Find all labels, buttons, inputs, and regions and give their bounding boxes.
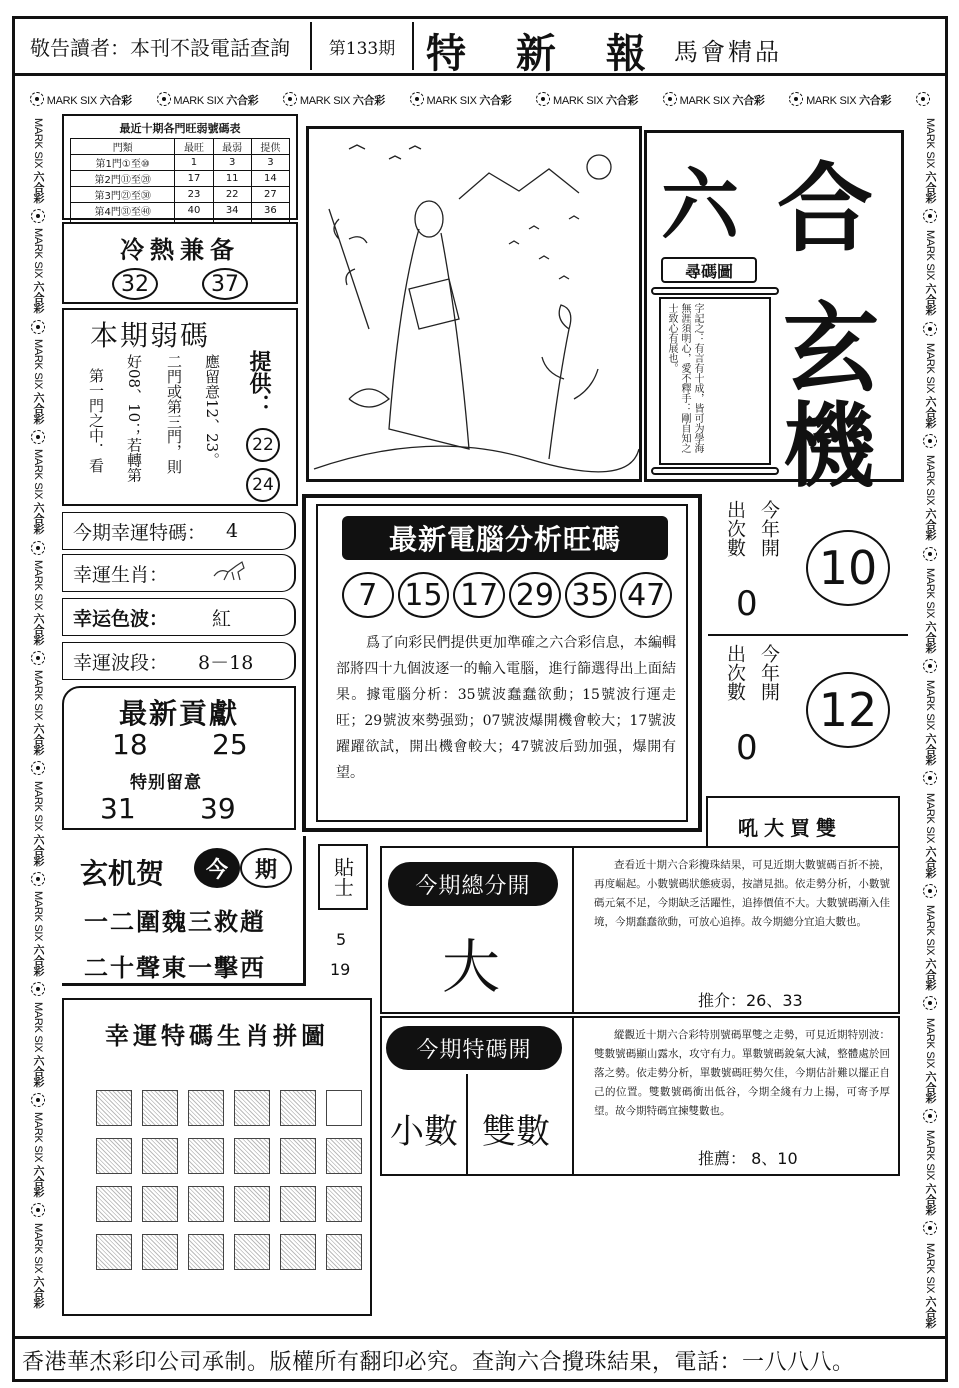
table-header-cell: 最弱 <box>213 139 251 155</box>
puzzle-piece <box>96 1186 132 1222</box>
special-section <box>380 1016 900 1176</box>
puzzle-piece <box>96 1234 132 1270</box>
flower-icon <box>923 884 937 898</box>
puzzle-piece <box>234 1234 270 1270</box>
not-open-box-2 <box>708 638 908 788</box>
scroll-text: 字記之：有言有十成，皆可为學海無涯須明心，愛不釋手：剛自知之士致心有展也。 <box>666 303 703 453</box>
side-unit: MARK SIX 六合彩 <box>32 1222 44 1308</box>
table-cell: 第2門⑪至⑳ <box>71 171 175 187</box>
side-unit: MARK SIX 六合彩 <box>30 339 46 444</box>
not-open-count: 0 <box>736 584 758 624</box>
puzzle-piece <box>142 1186 178 1222</box>
ribbon-unit: MARK SIX 六合彩 <box>283 89 385 108</box>
table-row <box>71 155 290 171</box>
xuanji-line-2: 二十聲東一擊西 <box>84 953 266 982</box>
flower-icon <box>410 92 424 106</box>
total-title-bar <box>388 862 558 906</box>
scholar-drawing-icon <box>309 129 639 479</box>
weak-code-line: 二門或第三門，則 <box>165 354 183 474</box>
table-cell: 第1門①至⑩ <box>71 155 175 171</box>
side-unit: MARK SIX 六合彩 <box>30 560 46 665</box>
side-unit: MARK SIX 六合彩 <box>922 1130 938 1235</box>
table-cell: 22 <box>213 187 251 203</box>
flower-icon <box>923 322 937 336</box>
scroll-rod-bottom <box>651 467 779 475</box>
xuanji-line-1: 一二圍魏三救趙 <box>84 907 266 936</box>
lucky-zodiac-label: 幸運生肖： <box>73 563 169 586</box>
xuanji-title: 玄机贺 <box>80 857 165 890</box>
puzzle-piece <box>188 1090 224 1126</box>
issue-number: 第133期 <box>328 38 396 59</box>
tip-number-2: 19 <box>330 960 351 979</box>
big-double-header-text: 吼大買雙 <box>738 816 842 840</box>
weak-code-number-2: 24 <box>246 468 280 502</box>
lucky-special-row <box>62 512 296 550</box>
big-double-header <box>706 796 900 848</box>
puzzle-piece <box>326 1138 362 1174</box>
side-unit: MARK SIX 六合彩 <box>30 781 46 886</box>
flower-icon <box>31 209 45 223</box>
table-cell: 34 <box>213 203 251 219</box>
table-cell: 3 <box>213 155 251 171</box>
not-open-label-a: 今年開 <box>758 644 780 701</box>
computer-number: 15 <box>398 572 450 618</box>
scroll-paper <box>659 297 771 465</box>
weak-code-box <box>62 308 298 506</box>
footer-bar <box>14 1336 946 1380</box>
xuanji-today-char: 今 <box>205 856 228 883</box>
flower-icon <box>923 209 937 223</box>
flower-icon <box>31 982 45 996</box>
lucky-zodiac-row <box>62 554 296 592</box>
flower-icon <box>31 651 45 665</box>
flower-icon <box>923 1221 937 1235</box>
puzzle-piece <box>280 1234 316 1270</box>
right-ribbon <box>916 118 944 1328</box>
tip-box <box>318 844 368 984</box>
liuhe-char-2: 合 <box>777 152 873 265</box>
table-cell: 17 <box>175 171 213 187</box>
lucky-range-row <box>62 642 296 680</box>
flower-icon <box>31 1093 45 1107</box>
side-unit: MARK SIX 六合彩 <box>922 905 938 1010</box>
table-cell: 23 <box>175 187 213 203</box>
table-cell: 14 <box>251 171 289 187</box>
special-title-bar <box>386 1026 562 1070</box>
puzzle-piece <box>188 1138 224 1174</box>
special-title: 今期特碼開 <box>416 1037 532 1063</box>
side-unit: MARK SIX 六合彩 <box>922 793 938 898</box>
puzzle-piece <box>188 1186 224 1222</box>
flower-icon <box>31 320 45 334</box>
side-unit: MARK SIX 六合彩 <box>30 891 46 996</box>
computer-analysis-title-bar <box>342 516 668 560</box>
side-unit: MARK SIX 六合彩 <box>922 343 938 448</box>
puzzle-box <box>62 998 372 1316</box>
special-recommend: 推薦： 8、10 <box>698 1149 798 1168</box>
side-unit: MARK SIX 六合彩 <box>30 118 46 223</box>
special-double: 雙數 <box>482 1112 550 1152</box>
puzzle-piece <box>188 1234 224 1270</box>
cold-hot-box <box>62 222 298 304</box>
top-ribbon <box>30 86 930 110</box>
liuhe-xuanji-box <box>644 130 904 500</box>
lucky-color-value: 紅 <box>212 607 232 630</box>
liuhe-char-4: 機 <box>783 392 876 500</box>
table-row <box>71 187 290 203</box>
ribbon-unit: MARK SIX 六合彩 <box>536 89 638 108</box>
computer-number: 47 <box>620 572 672 618</box>
total-recommend: 推介：26、33 <box>698 991 803 1010</box>
computer-number: 29 <box>509 572 561 618</box>
flower-icon <box>916 92 930 106</box>
contribution-number-2: 25 <box>212 728 248 761</box>
hot-cold-table-title: 最近十期各門旺弱號碼表 <box>119 122 241 135</box>
table-header-row <box>71 139 290 155</box>
not-open-box-1 <box>708 494 908 636</box>
tip-number-1: 5 <box>336 930 347 949</box>
total-text-box <box>572 848 900 1014</box>
puzzle-piece <box>96 1138 132 1174</box>
puzzle-piece <box>326 1234 362 1270</box>
computer-numbers <box>342 572 672 618</box>
flower-icon <box>536 92 550 106</box>
lucky-color-label: 幸运色波： <box>73 607 169 630</box>
special-attention-title: 特别留意 <box>130 773 202 793</box>
weak-code-provide-label: 提供： <box>246 350 272 416</box>
puzzle-piece <box>234 1186 270 1222</box>
tip-label-box <box>318 844 368 910</box>
puzzle-piece <box>234 1090 270 1126</box>
total-section <box>380 846 900 1014</box>
hot-cold-table <box>70 138 290 235</box>
side-unit: MARK SIX 六合彩 <box>30 670 46 775</box>
flower-icon <box>663 92 677 106</box>
side-unit: MARK SIX 六合彩 <box>922 1018 938 1123</box>
puzzle-piece <box>280 1186 316 1222</box>
side-unit: MARK SIX 六合彩 <box>30 228 46 333</box>
header-notice: 敬告讀者：本刊不設電話查詢 <box>30 36 290 60</box>
ribbon-unit: MARK SIX 六合彩 <box>789 89 891 108</box>
not-open-label-b: 出次數 <box>724 644 746 701</box>
side-unit: MARK SIX 六合彩 <box>30 1112 46 1217</box>
lucky-color-row <box>62 598 296 636</box>
ribbon-unit: MARK SIX 六合彩 <box>30 89 132 108</box>
side-unit: MARK SIX 六合彩 <box>922 568 938 673</box>
special-small: 小數 <box>390 1112 458 1152</box>
contribution-title: 最新貢獻 <box>118 697 239 730</box>
header-bar <box>14 18 946 76</box>
ribbon-unit: MARK SIX 六合彩 <box>410 89 512 108</box>
side-unit: MARK SIX 六合彩 <box>922 118 938 223</box>
puzzle-piece <box>142 1138 178 1174</box>
seek-code-label-box <box>661 257 757 283</box>
table-cell: 36 <box>251 203 289 219</box>
puzzle-piece <box>280 1138 316 1174</box>
header-issue-box <box>310 22 414 70</box>
flower-icon <box>31 872 45 886</box>
flower-icon <box>31 761 45 775</box>
table-header-cell: 提供 <box>251 139 289 155</box>
special-divider <box>466 1074 468 1174</box>
cold-hot-number-1: 32 <box>112 268 158 300</box>
xuanji-today-badge <box>194 848 240 888</box>
table-row <box>71 203 290 219</box>
not-open-number: 10 <box>806 530 890 606</box>
lucky-special-value: 4 <box>226 520 239 542</box>
ribbon-unit: MARK SIX 六合彩 <box>157 89 259 108</box>
weak-code-title: 本期弱碼 <box>90 319 211 352</box>
puzzle-piece <box>326 1090 362 1126</box>
side-unit: MARK SIX 六合彩 <box>922 455 938 560</box>
computer-analysis-title: 最新電腦分析旺碼 <box>388 523 621 556</box>
header-brand: 馬會精品 <box>674 38 782 66</box>
xuanji-period-badge <box>240 848 292 888</box>
computer-number: 17 <box>453 572 505 618</box>
flower-icon <box>31 1203 45 1217</box>
flower-icon <box>923 434 937 448</box>
xuanji-box <box>62 836 306 986</box>
flower-icon <box>30 92 44 106</box>
table-header-cell: 門類 <box>71 139 175 155</box>
flower-icon <box>923 996 937 1010</box>
lucky-range-value: 8－18 <box>198 651 254 674</box>
puzzle-piece <box>142 1234 178 1270</box>
hot-cold-table-box <box>62 114 298 220</box>
weak-code-line: 第一門之中．看 <box>87 368 105 473</box>
table-cell: 第3門㉑至㉚ <box>71 187 175 203</box>
not-open-label-a: 今年開 <box>758 500 780 557</box>
zodiac-dog-icon <box>212 560 248 587</box>
masthead-title: 特 新 報 <box>426 30 664 77</box>
tip-label: 貼士 <box>330 857 355 897</box>
puzzle-piece <box>96 1090 132 1126</box>
puzzle-piece <box>234 1138 270 1174</box>
flower-icon <box>923 547 937 561</box>
flower-icon <box>283 92 297 106</box>
liuhe-char-3: 玄 <box>783 292 879 405</box>
computer-number: 35 <box>565 572 617 618</box>
lucky-range-label: 幸運波段： <box>73 651 169 674</box>
computer-analysis-text: 爲了向彩民們提供更加準確之六合彩信息，本編輯部將四十九個波逐一的輸入電腦，進行篩選得出上面結果。據電腦分析：35號波蠢蠢欲動；15號波行運走旺；29號波來勢强勁；07號波爆開機會較大；17號波躍躍欲試，開出機會較大；47號波后勁加强，爆開有望。 <box>336 635 676 781</box>
xuanji-period-char: 期 <box>254 856 277 883</box>
not-open-count: 0 <box>736 728 758 768</box>
flower-icon <box>923 771 937 785</box>
puzzle-piece <box>326 1186 362 1222</box>
total-text: 查看近十期六合彩攪珠結果，可見近期大數號碼百折不撓，再度崛起。小數號碼狀態疲弱，按譜見拙。依走勢分析，小數號碼元氣不足，今期缺乏活躍性，追捧價值不大。大數號碼漸入佳境，今期蠢蠢欲動，可放心追捧。故今期總分宜追大數也。 <box>594 859 890 928</box>
side-unit: MARK SIX 六合彩 <box>30 1002 46 1107</box>
weak-code-line: 應留意12、23。 <box>203 354 221 468</box>
side-unit: MARK SIX 六合彩 <box>922 230 938 335</box>
side-unit: MARK SIX 六合彩 <box>922 680 938 785</box>
lucky-special-label: 今期幸運特碼： <box>73 521 207 544</box>
flower-icon <box>31 430 45 444</box>
puzzle-grid <box>96 1090 356 1290</box>
weak-code-number-1: 22 <box>246 428 280 462</box>
computer-number: 7 <box>342 572 394 618</box>
table-header-cell: 最旺 <box>175 139 213 155</box>
puzzle-piece <box>280 1090 316 1126</box>
special-number-1: 31 <box>100 792 136 825</box>
flower-icon <box>31 541 45 555</box>
cold-hot-title: 冷熱兼备 <box>120 235 240 264</box>
table-cell: 11 <box>213 171 251 187</box>
table-row <box>71 171 290 187</box>
cold-hot-number-2: 37 <box>202 268 248 300</box>
table-cell: 40 <box>175 203 213 219</box>
flower-icon <box>157 92 171 106</box>
puzzle-title: 幸運特碼生肖拼圖 <box>105 1021 329 1050</box>
special-text-box <box>572 1018 900 1176</box>
not-open-label-b: 出次數 <box>724 500 746 557</box>
side-unit: MARK SIX 六合彩 <box>30 449 46 554</box>
puzzle-piece <box>142 1090 178 1126</box>
scholar-illustration <box>306 126 642 482</box>
seek-code-label: 尋碼圖 <box>684 261 733 281</box>
table-cell: 3 <box>251 155 289 171</box>
footer-text: 香港華杰彩印公司承制。版權所有翻印必究。查詢六合攪珠結果，電話：一八八八。 <box>22 1350 855 1375</box>
computer-analysis-box <box>302 494 702 832</box>
contribution-box <box>62 686 296 830</box>
total-value: 大 <box>442 933 501 1001</box>
flower-icon <box>923 1109 937 1123</box>
total-title: 今期總分開 <box>415 873 531 899</box>
side-unit: MARK SIX 六合彩 <box>924 1242 936 1328</box>
not-open-number: 12 <box>806 672 890 748</box>
ribbon-unit <box>916 89 930 108</box>
table-cell: 1 <box>175 155 213 171</box>
flower-icon <box>789 92 803 106</box>
liuhe-char-1: 六 <box>661 160 740 251</box>
table-cell: 第4門㉛至㊵ <box>71 203 175 219</box>
table-cell: 27 <box>251 187 289 203</box>
scroll-rod-top <box>651 287 779 295</box>
contribution-number-1: 18 <box>112 728 148 761</box>
left-ribbon <box>24 118 52 1308</box>
ribbon-unit: MARK SIX 六合彩 <box>663 89 765 108</box>
flower-icon <box>923 659 937 673</box>
weak-code-line: 好08、10；若轉第 <box>125 354 143 483</box>
special-text: 縱觀近十期六合彩特別號碼單雙之走勢，可見近期特别波：雙數號碼顯山露水，攻守有力。單數號碼銳氣大減，整體處於回落之勢。依走勢分析，單數號碼旺勢欠佳，今期估計難以擺正自己的位置。雙數號碼衝出低谷，今期全綫有力上揚，可寄予厚望。故今期特碼宜揀雙數也。 <box>594 1029 890 1117</box>
special-number-2: 39 <box>200 792 236 825</box>
